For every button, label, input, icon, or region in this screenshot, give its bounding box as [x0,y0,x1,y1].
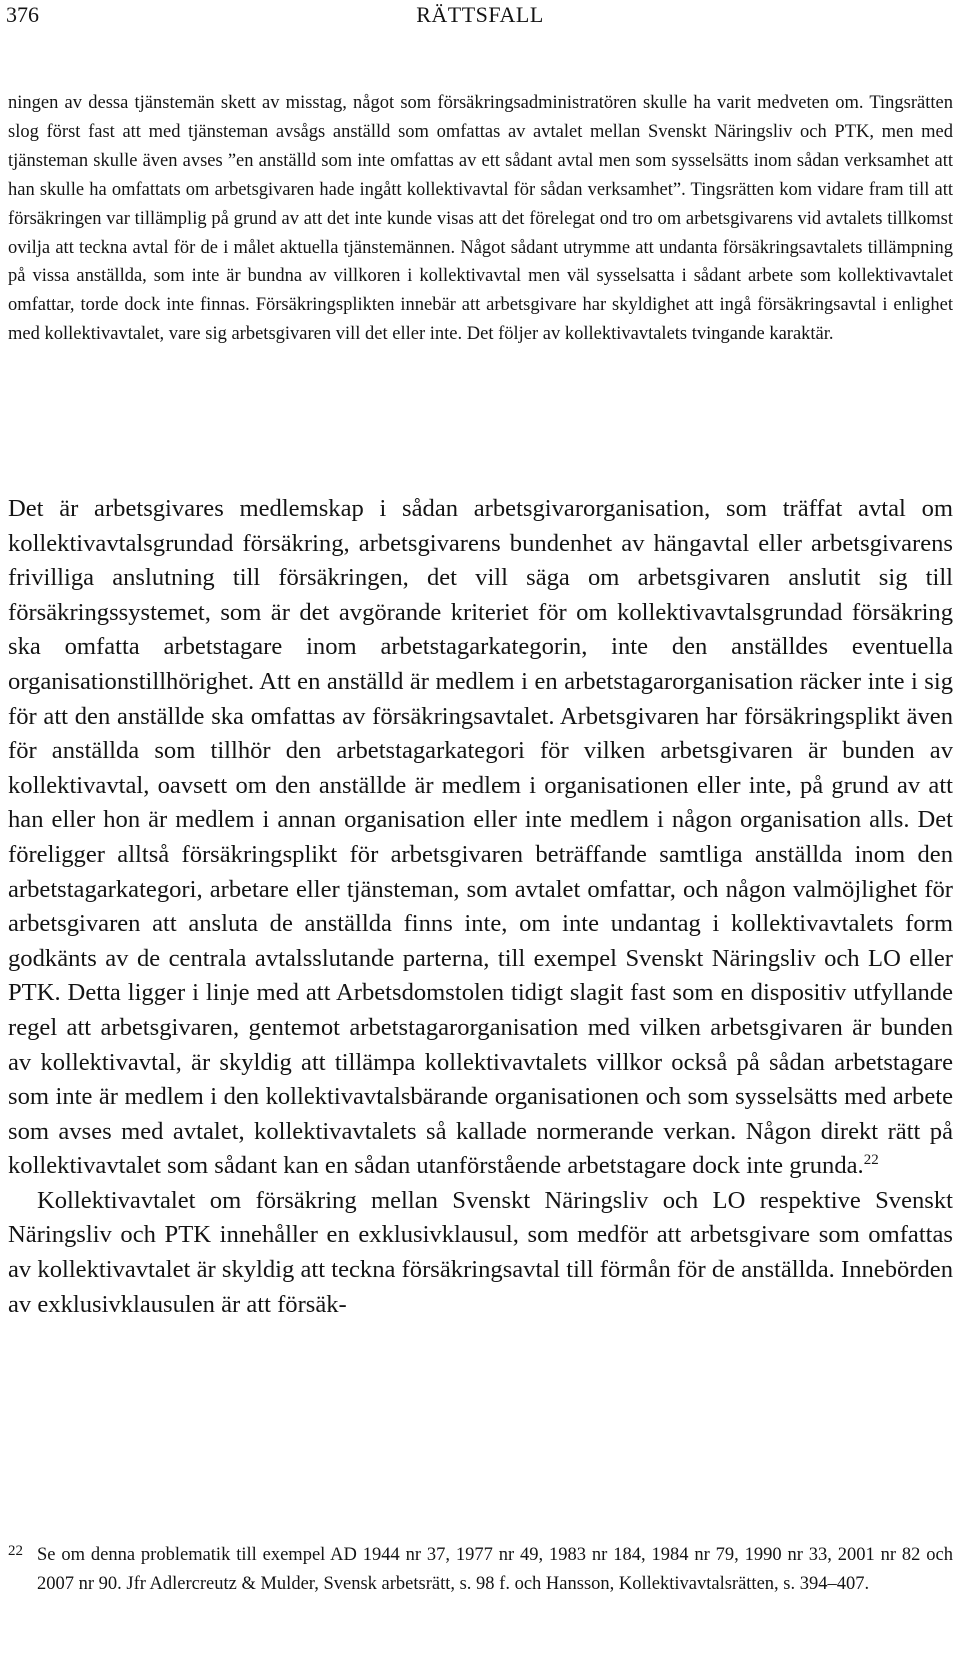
quoted-case-paragraph: ningen av dessa tjänstemän skett av misstag, något som försäkringsadministratören skulle ha varit medveten om. Tingsrätten slog först fast att med tjänsteman avsågs anställd som omfattas av avtalet mellan Svenskt Näringsliv och PTK, men med tjänsteman skulle även avses ”en anställd som inte omfattas av ett sådant avtal men som sysselsätts inom sådan verksamhet att han skulle ha omfattats om arbetsgivaren hade ingått kollektivavtal för sådan verksamhet”. Tingsrätten kom vidare fram till att försäkringen var tillämplig på grund av att det inte kunde visas att det förelegat ond tro om arbetsgivarens vid avtalets tillkomst ovilja att teckna avtal för de i målet aktuella tjänstemännen. Något sådant utrymme att undanta försäkringsavtalets tillämpning på vissa anställda, som inte är bundna av villkoren i kollektivavtal men väl sysselsatta i sådant arbete som kollektivavtalet omfattar, torde dock inte finnas. Försäkringsplikten innebär att arbetsgivare har skyldighet att ingå försäkringsavtal i enlighet med kollektivavtalet, vare sig arbetsgivaren vill det eller inte. Det följer av kollektivavtalets tvingande karaktär. [8,93,953,345]
body-paragraph: Kollektivavtalet om försäkring mellan Svenskt Näringsliv och LO respektive Svenskt Näringsliv och PTK innehåller en exklusivklausul, som medför att arbetsgivare som omfattas av kollektivavtalet är skyldig att teckna försäkringsavtal till förmån för de anställda. Innebörden av exklusivklausulen är att försäk- [8,1186,953,1318]
body-paragraph [8,492,953,1184]
footnote-number: 22 [8,1543,23,1559]
footnote-text: Se om denna problematik till exempel AD 1944 nr 37, 1977 nr 49, 1983 nr 184, 1984 nr 79, 1990 nr 33, 2001 nr 82 och 2007 nr 90. Jfr Adlercreutz & Mulder, Svensk arbetsrätt, s. 98 f. och Hansson, Kollektivavtalsrätten, s. 394–407. [37,1545,953,1594]
body-paragraph-text: Det är arbetsgivares medlemskap i sådan arbetsgivarorganisation, som träffat avtal om kollektivavtalsgrundad försäkring, arbetsgivarens bundenhet av hängavtal eller arbetsgivarens frivilliga anslutning till försäkringen, det vill säga om arbetsgivaren anslutit sig till försäkringssystemet, som är det avgörande kriteriet för om kollektivavtalsgrundad försäkring ska omfatta arbetstagare inom arbetstagarkategorin, inte den anställdes eventuella organisationstillhörighet. Att en anställd är medlem i en arbetstagarorganisation räcker inte i sig för att den anställde ska omfattas av försäkringsavtalet. Arbetsgivaren har försäkringsplikt även för anställda som tillhör den arbetstagarkategori för vilken arbetsgivaren är bunden av kollektivavtal, oavsett om den anställde är medlem i organisationen eller inte, på grund av att han eller hon är medlem i annan organisation eller inte medlem i någon organisation alls. Det föreligger alltså försäkringsplikt för arbetsgivaren beträffande samtliga anställda inom den arbetstagarkategori, arbetare eller tjänsteman, som avtalet omfattar, och någon valmöjlighet för arbetsgivaren att ansluta de anställda finns inte, om inte undantag i kollektivavtalets form godkänts av de centrala avtalsslutande parterna, till exempel Svenskt Näringsliv och LO eller PTK. Detta ligger i linje med att Arbetsdomstolen tidigt slagit fast som en dispositiv utfyllande regel att arbetsgivaren, gentemot arbetstagarorganisation med vilken arbetsgivaren är bunden av kollektivavtal, är skyldig att tillämpa kollektivavtalets villkor också på sådan arbetstagare som inte är medlem i den kollektivavtalsbärande organisationen och som sysselsätts med arbete som avses med avtalet, kollektivavtalets så kallade normerande verkan. Någon direkt rätt på kollektivavtalet som sådant kan en sådan utanförstående arbetstagare dock inte grunda. [8,495,953,1180]
running-head: RÄTTSFALL [416,2,544,27]
quoted-case-text [8,89,953,349]
page-number: 376 [6,2,39,27]
footnote [8,1541,953,1599]
body-text [8,492,953,1322]
footnote-reference[interactable]: 22 [863,1152,879,1169]
